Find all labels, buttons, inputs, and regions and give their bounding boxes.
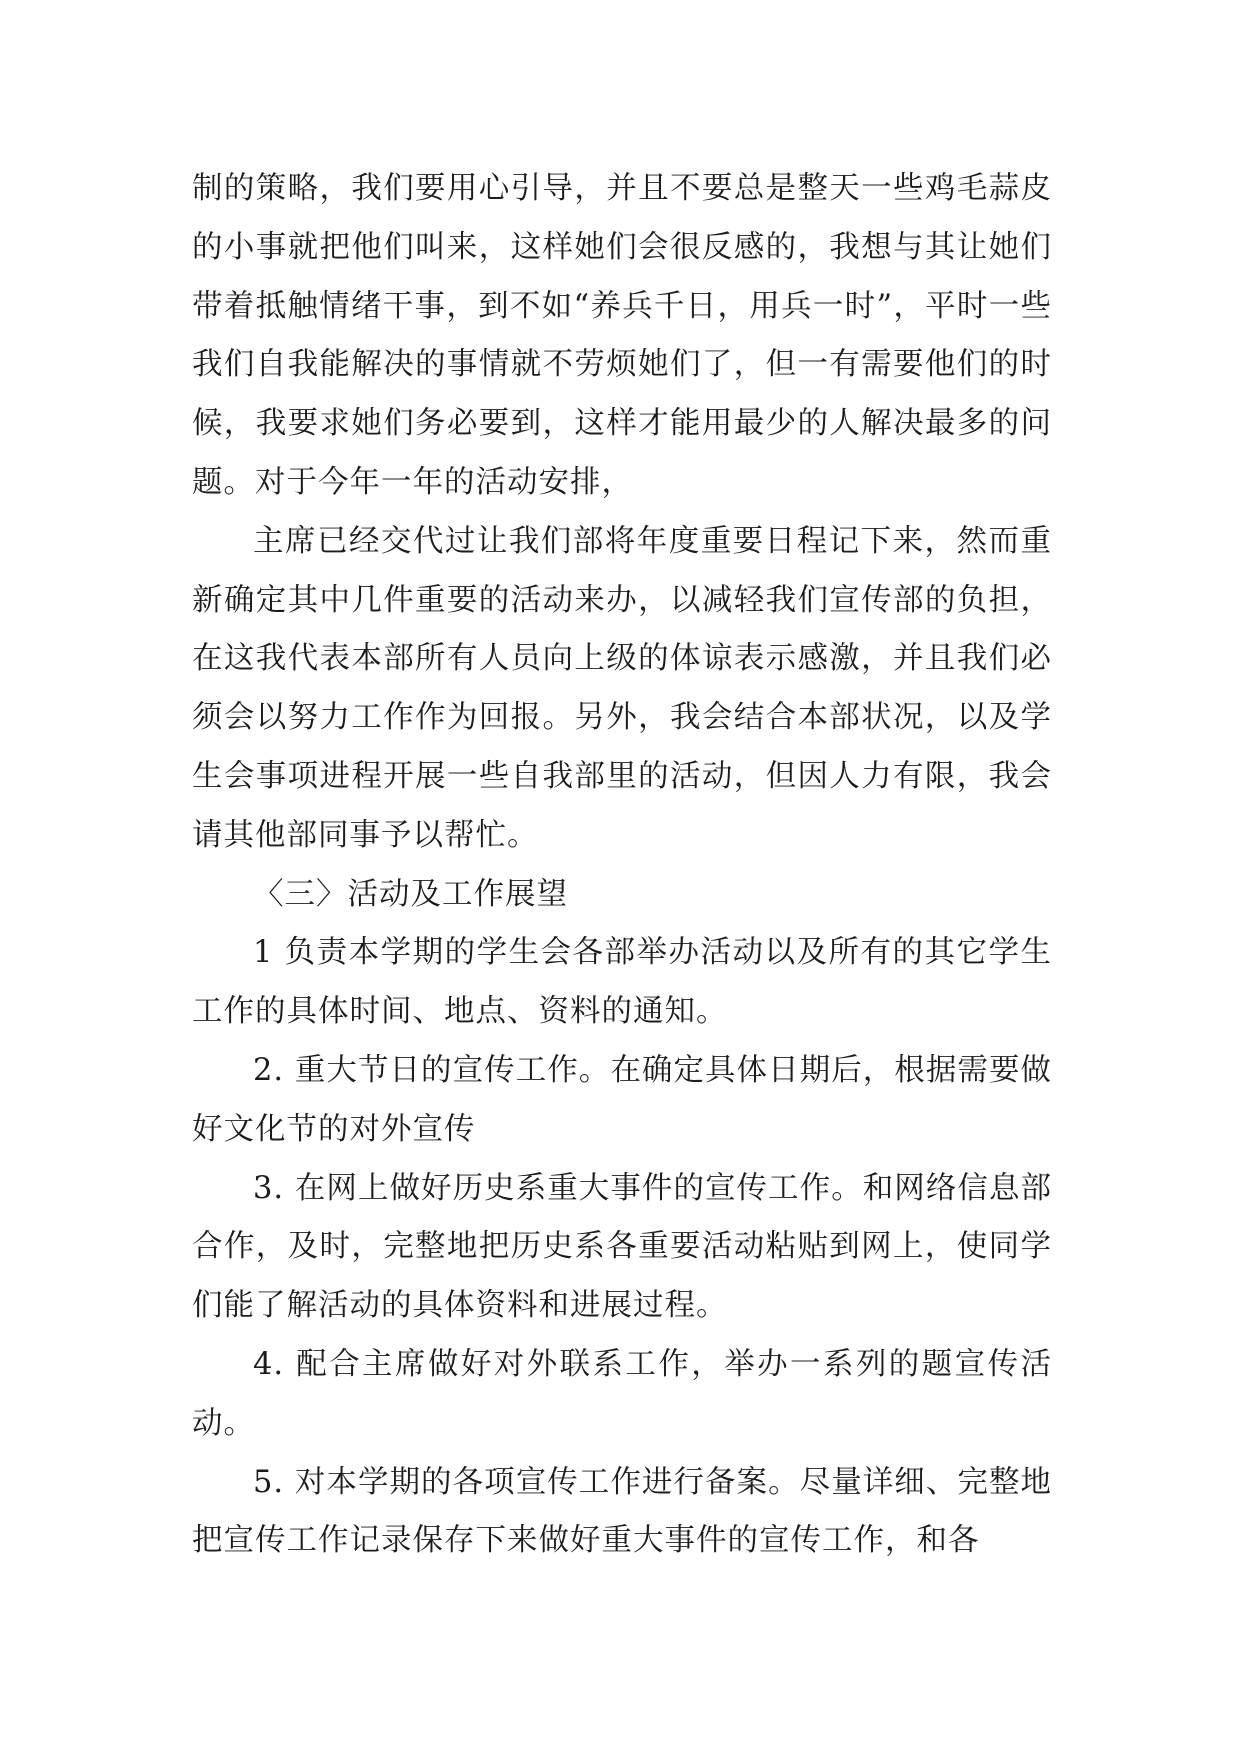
list-item-4: 4. 配合主席做好对外联系工作，举办一系列的题宣传活动。 [192, 1346, 1052, 1441]
paragraph-1: 制的策略，我们要用心引导，并且不要总是整天一些鸡毛蒜皮的小事就把他们叫来，这样她们会很反感的，我想与其让她们带着抵触情绪干事，到不如“养兵千日，用兵一时”，平时一些我们自我能解决的事情就不劳烦她们了，但一有需要他们的时候，我要求她们务必要到，这样才能用最少的人解决最多的问题。对于今年一年的活动安排， [192, 171, 1052, 500]
list-item-2: 2. 重大节日的宣传工作。在确定具体日期后，根据需要做好文化节的对外宣传 [192, 1052, 1052, 1147]
document-body [192, 160, 1052, 1571]
list-item-3: 3. 在网上做好历史系重大事件的宣传工作。和网络信息部合作，及时，完整地把历史系各重要活动粘贴到网上，使同学们能了解活动的具体资料和进展过程。 [192, 1170, 1052, 1324]
paragraph-2: 主席已经交代过让我们部将年度重要日程记下来，然而重新确定其中几件重要的活动来办，以减轻我们宣传部的负担，在这我代表本部所有人员向上级的体谅表示感激，并且我们必须会以努力工作作为回报。另外，我会结合本部状况，以及学生会事项进程开展一些自我部里的活动，但因人力有限，我会请其他部同事予以帮忙。 [192, 523, 1052, 853]
list-item-1: 1 负责本学期的学生会各部举办活动以及所有的其它学生工作的具体时间、地点、资料的通知。 [192, 935, 1052, 1030]
section-heading: 〈三〉活动及工作展望 [253, 876, 568, 912]
list-item-5: 5. 对本学期的各项宣传工作进行备案。尽量详细、完整地把宣传工作记录保存下来做好重大事件的宣传工作，和各 [192, 1464, 1052, 1559]
